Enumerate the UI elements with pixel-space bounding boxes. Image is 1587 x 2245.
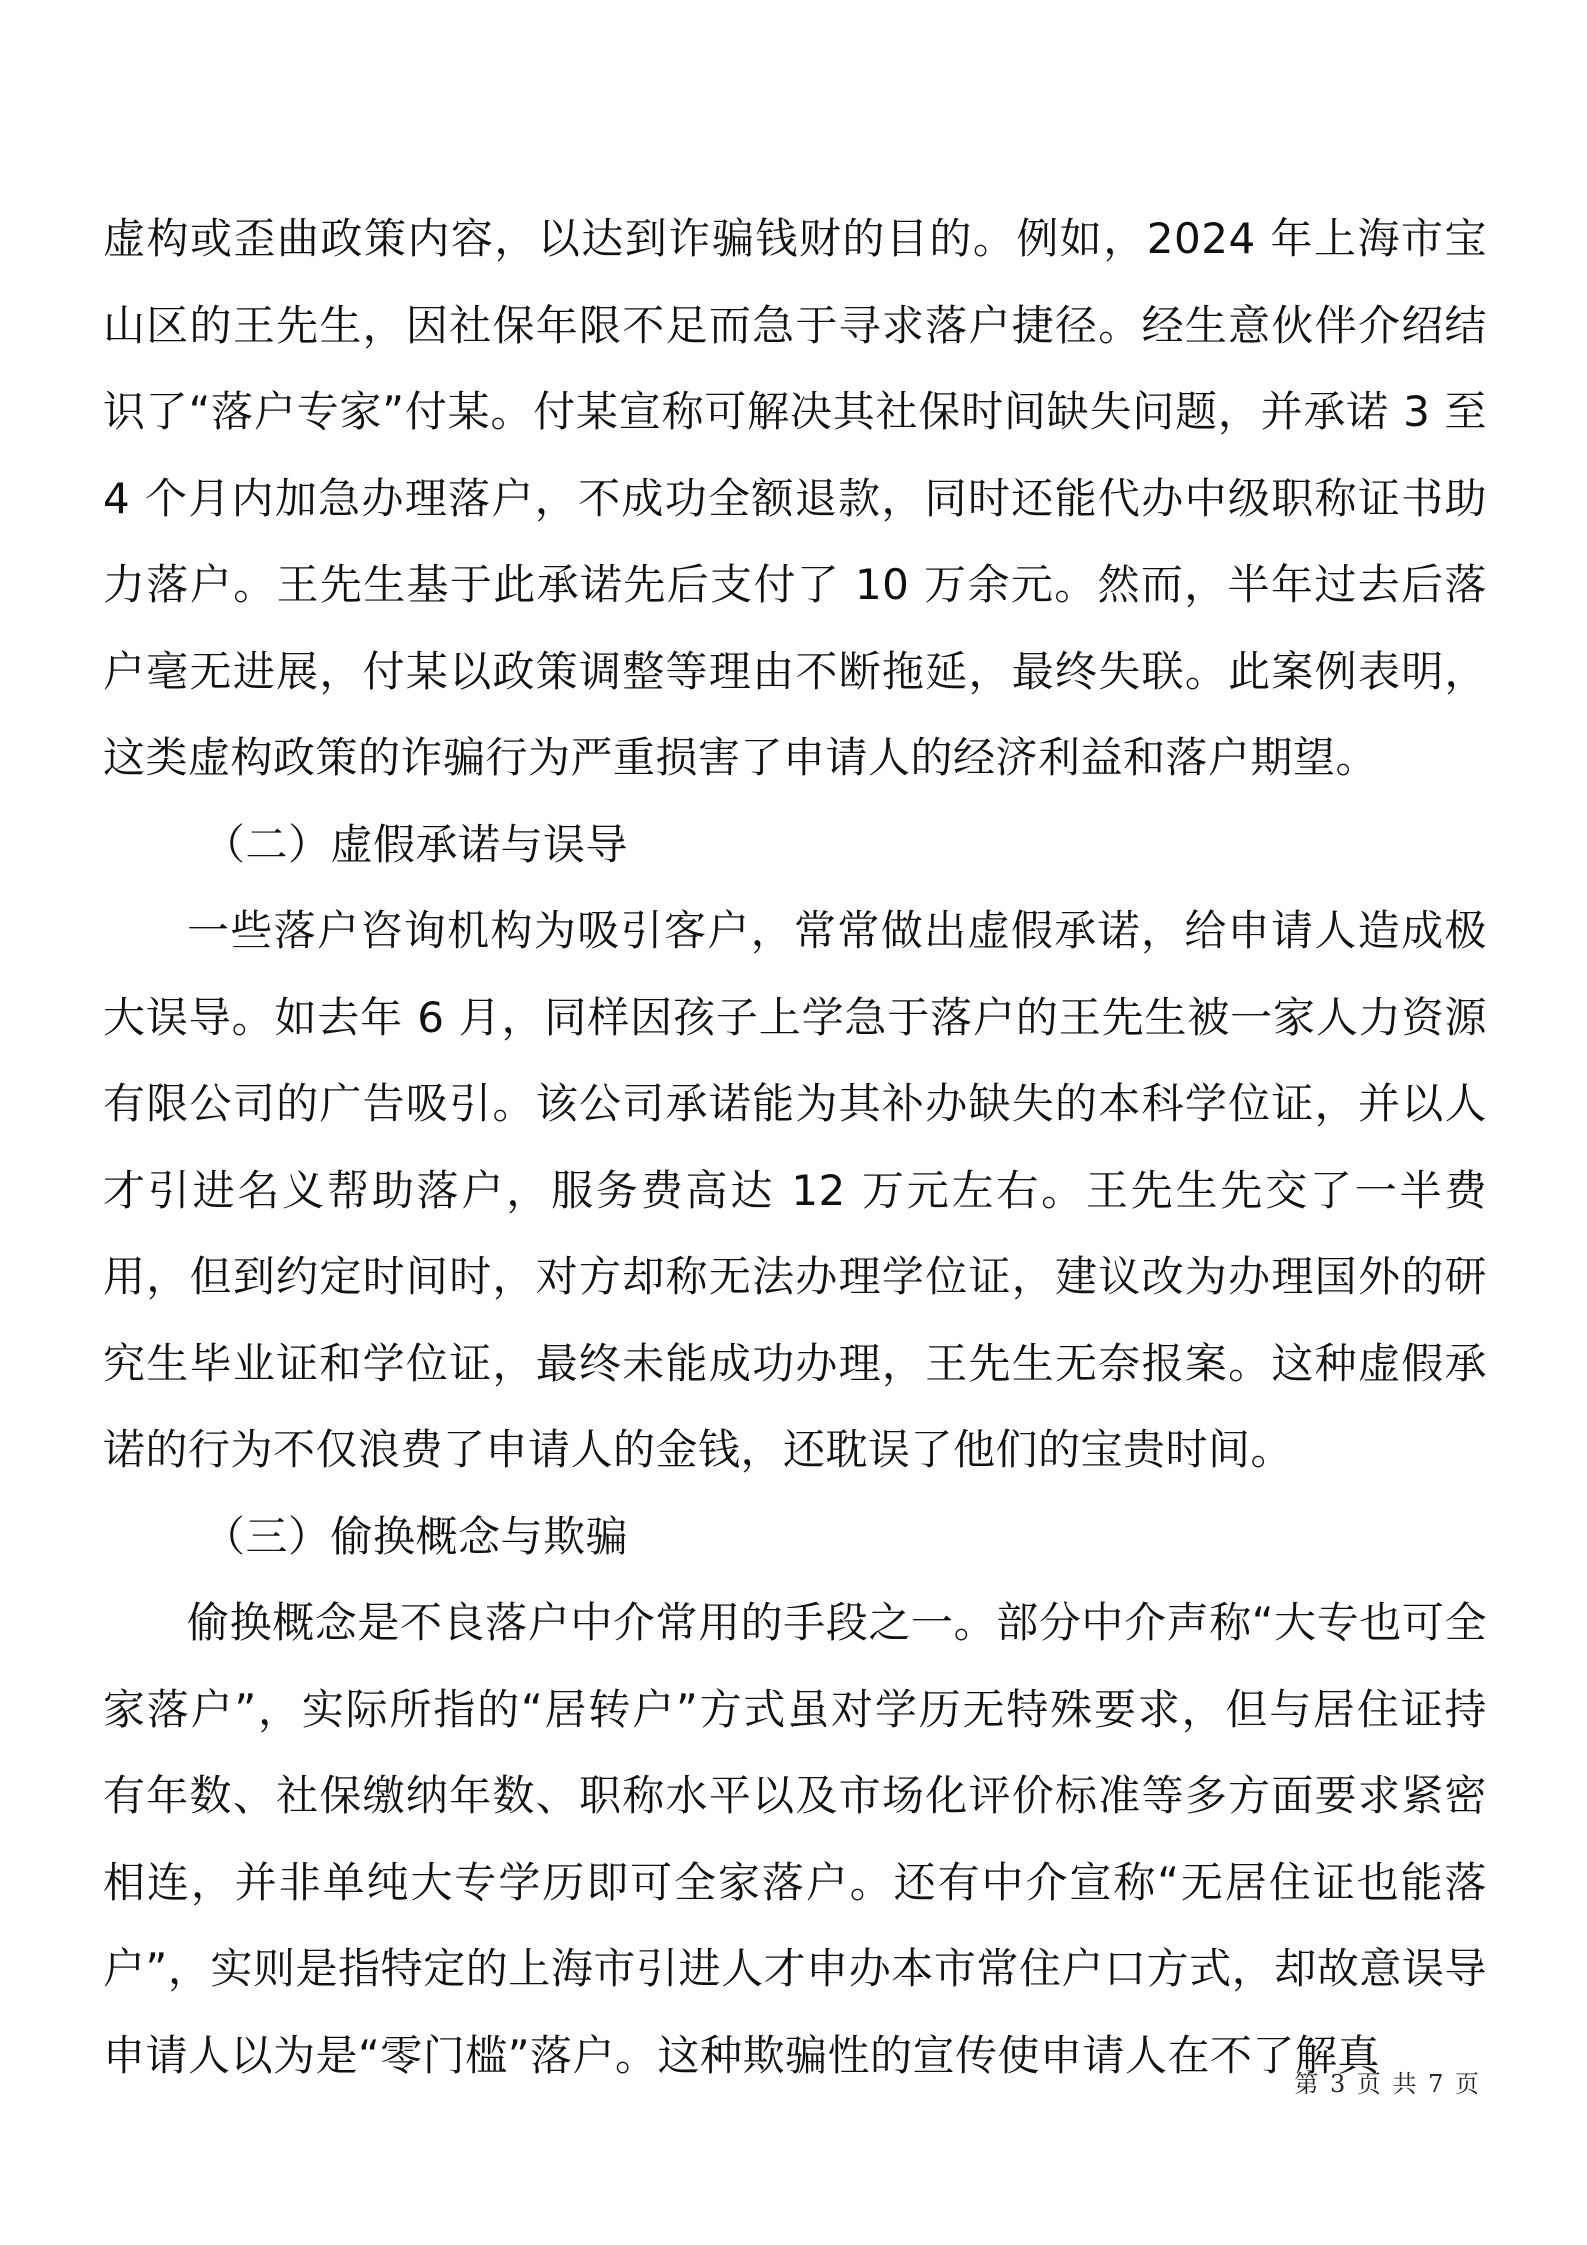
page-number-footer: 第 3 页 共 7 页 xyxy=(1294,2070,1481,2098)
section-heading-false-promises: （二）虚假承诺与误导 xyxy=(203,819,629,869)
paragraph-policy-fraud-continuation: 虚构或歪曲政策内容，以达到诈骗钱财的目的。例如，2024 年上海市宝山区的王先生，因社保年限不足而急于寻求落户捷径。经生意伙伴介绍结识了“落户专家”付某。付某宣称可解决其社保时间缺失问题，并承诺 3 至 4 个月内加急办理落户，不成功全额退款，同时还能代办中级职称证书助力落户。王先生基于此承诺先后支付了 10 万余元。然而，半年过去后落户毫无进展，付某以政策调整等理由不断拖延，最终失联。此案例表明，这类虚构政策的诈骗行为严重损害了申请人的经济利益和落户期望。 xyxy=(103,214,1487,782)
document-body xyxy=(103,196,1487,2099)
section-heading-concept-swapping: （三）偷换概念与欺骗 xyxy=(203,1511,629,1561)
paragraph-concept-swapping: 偷换概念是不良落户中介常用的手段之一。部分中介声称“大专也可全家落户”，实际所指的“居转户”方式虽对学历无特殊要求，但与居住证持有年数、社保缴纳年数、职称水平以及市场化评价标准等多方面要求紧密相连，并非单纯大专学历即可全家落户。还有中介宣称“无居住证也能落户”，实则是指特定的上海市引进人才申办本市常住户口方式，却故意误导申请人以为是“零门槛”落户。这种欺骗性的宣传使申请人在不了解真 xyxy=(103,1598,1487,2080)
paragraph-false-promises: 一些落户咨询机构为吸引客户，常常做出虚假承诺，给申请人造成极大误导。如去年 6 月，同样因孩子上学急于落户的王先生被一家人力资源有限公司的广告吸引。该公司承诺能为其补办缺失的本科学位证，并以人才引进名义帮助落户，服务费高达 12 万元左右。王先生先交了一半费用，但到约定时间时，对方却称无法办理学位证，建议改为办理国外的研究生毕业证和学位证，最终未能成功办理，王先生无奈报案。这种虚假承诺的行为不仅浪费了申请人的金钱，还耽误了他们的宝贵时间。 xyxy=(103,906,1487,1474)
